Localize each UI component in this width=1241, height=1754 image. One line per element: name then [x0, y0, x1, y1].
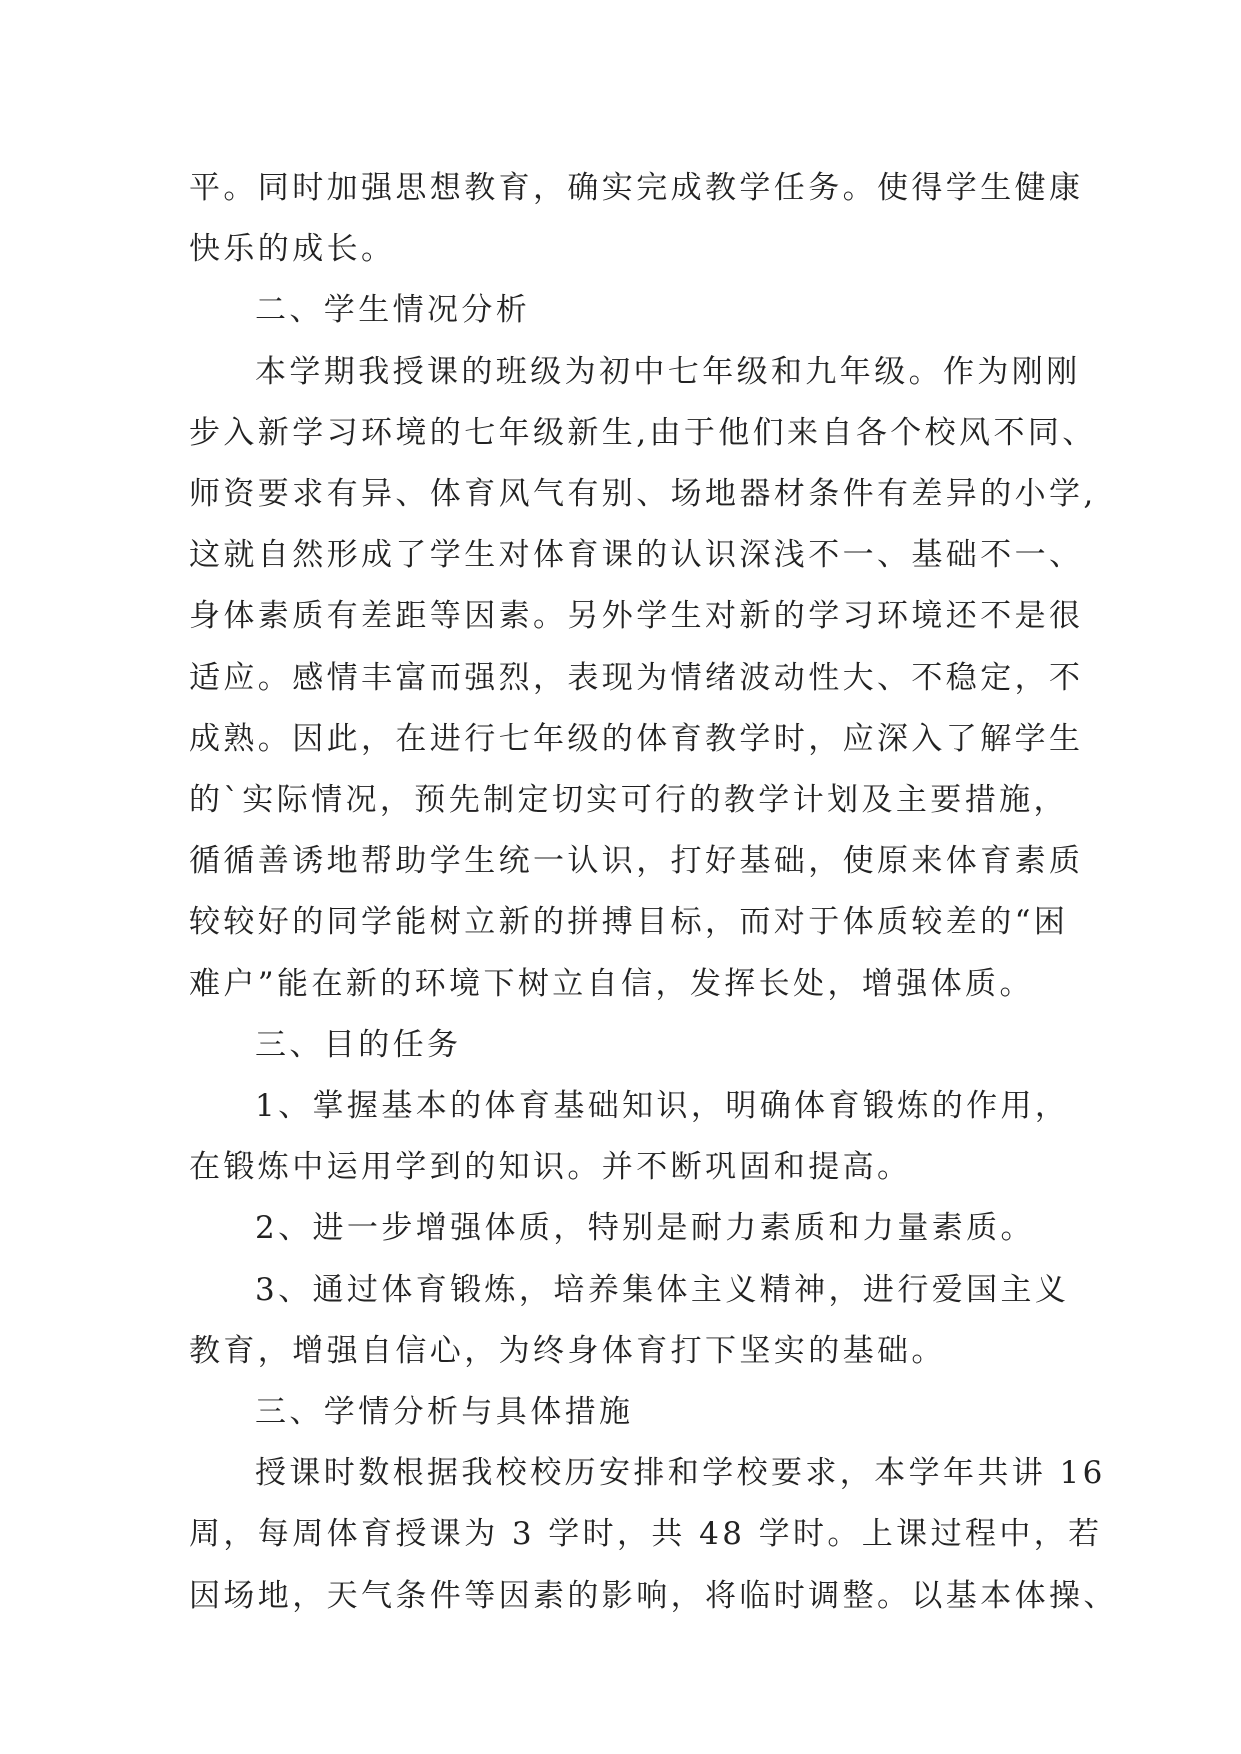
section-heading — [189, 280, 1049, 341]
text-line: 2、进一步增强体质，特别是耐力素质和力量素质。 — [255, 1210, 1035, 1247]
text-line: 这就自然形成了学生对体育课的认识深浅不一、基础不一、 — [189, 537, 1084, 574]
text-line: 3、通过体育锻炼，培养集体主义精神，进行爱国主义 — [255, 1271, 1070, 1308]
text-line: 较较好的同学能树立新的拼搏目标，而对于体质较差的“困 — [189, 904, 1069, 941]
text-line: 步入新学习环境的七年级新生,由于他们来自各个校风不同、 — [189, 414, 1097, 451]
text-line: 教育，增强自信心，为终身体育打下坚实的基础。 — [189, 1332, 946, 1369]
text-line: 在锻炼中运用学到的知识。并不断巩固和提高。 — [189, 1149, 912, 1186]
text-line: 三、目的任务 — [255, 1026, 462, 1063]
text-line: 平。同时加强思想教育，确实完成教学任务。使得学生健康 — [189, 170, 1084, 206]
section-heading — [189, 1015, 1049, 1076]
paragraph — [189, 1198, 1049, 1259]
text-line: 三、学情分析与具体措施 — [255, 1394, 634, 1431]
text-line: 成熟。因此，在进行七年级的体育教学时，应深入了解学生 — [189, 720, 1084, 757]
text-line: 1、掌握基本的体育基础知识，明确体育锻炼的作用， — [255, 1088, 1070, 1125]
paragraph — [189, 1076, 1070, 1198]
paragraph — [189, 342, 1097, 1015]
text-line: 循循善诱地帮助学生统一认识，打好基础，使原来体育素质 — [189, 843, 1084, 880]
text-line: 本学期我授课的班级为初中七年级和九年级。作为刚刚 — [255, 353, 1081, 390]
text-line: 因场地，天气条件等因素的影响，将临时调整。以基本体操、 — [189, 1577, 1118, 1614]
text-line: 周，每周体育授课为 3 学时，共 48 学时。上课过程中，若 — [189, 1516, 1103, 1553]
paragraph — [189, 1443, 1118, 1627]
section-heading — [189, 1382, 1049, 1443]
paragraph — [189, 1260, 1070, 1382]
text-line: 身体素质有差距等因素。另外学生对新的学习环境还不是很 — [189, 598, 1084, 635]
text-line: 快乐的成长。 — [189, 231, 396, 268]
paragraph — [189, 158, 1084, 280]
document-body — [189, 158, 1118, 1627]
text-line: 的`实际情况，预先制定切实可行的教学计划及主要措施， — [189, 782, 1068, 819]
text-line: 适应。感情丰富而强烈，表现为情绪波动性大、不稳定，不 — [189, 659, 1084, 696]
text-line: 二、学生情况分析 — [255, 292, 531, 329]
text-line: 难户”能在新的环境下树立自信，发挥长处，增强体质。 — [189, 965, 1034, 1002]
text-line: 师资要求有异、体育风气有别、场地器材条件有差异的小学, — [189, 476, 1097, 513]
text-line: 授课时数根据我校校历安排和学校要求，本学年共讲 16 — [255, 1455, 1106, 1492]
